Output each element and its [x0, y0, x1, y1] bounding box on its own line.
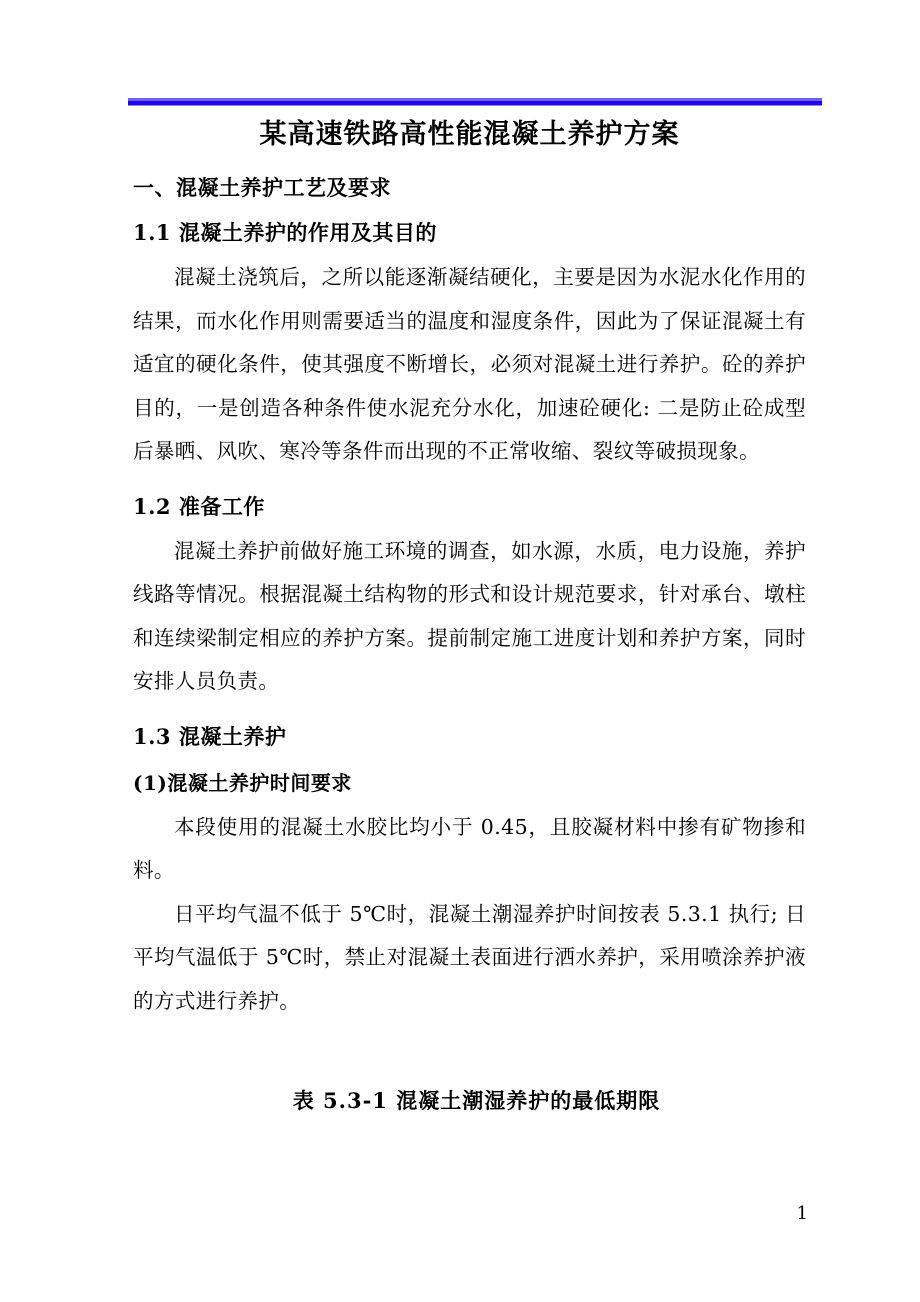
section-heading-1-1: 1.1 混凝土养护的作用及其目的 — [133, 220, 437, 245]
header-divider-rule — [128, 98, 822, 106]
paragraph-1-2-1: 混凝土养护前做好施工环境的调查，如水源，水质，电力设施，养护线路等情况。根据混凝土结构物的形式和设计规范要求，针对承台、墩柱和连续梁制定相应的养护方案。提前制定施工进度计划和养护方案，同时安排人员负责。 — [133, 538, 806, 693]
table-caption-gap — [133, 1023, 806, 1081]
table-caption-5-3-1: 表 5.3-1 混凝土潮湿养护的最低期限 — [292, 1088, 661, 1113]
paragraph-gap — [133, 474, 806, 484]
paragraph-1-3-1: 本段使用的混凝土水胶比均小于 0.45，且胶凝材料中掺有矿物掺和料。 — [133, 814, 806, 882]
page-number: 1 — [796, 1203, 808, 1224]
paragraph-1-3-2: 日平均气温不低于 5℃时，混凝土潮湿养护时间按表 5.3.1 执行; 日平均气温低于 5℃时，禁止对混凝土表面进行洒水养护，采用喷涂养护液的方式进行养护。 — [133, 901, 806, 1013]
section-heading-1-3: 1.3 混凝土养护 — [133, 723, 287, 749]
section-heading-1-2: 1.2 准备工作 — [133, 493, 265, 519]
list-item-heading-1: (1)混凝土养护时间要求 — [133, 770, 352, 795]
section-heading-1: 一、混凝土养护工艺及要求 — [133, 175, 391, 200]
page-title: 某高速铁路高性能混凝土养护方案 — [259, 119, 680, 150]
document-body — [133, 106, 806, 1121]
paragraph-gap — [133, 704, 806, 714]
paragraph-1-1-1: 混凝土浇筑后，之所以能逐渐凝结硬化，主要是因为水泥水化作用的结果，而水化作用则需要适当的温度和湿度条件，因此为了保证混凝土有适宜的硬化条件，使其强度不断增长，必须对混凝土进行养护。砼的养护目的，一是创造各种条件使水泥充分水化，加速砼硬化: 二是防止砼成型后暴晒、风吹、寒冷等条件而出现的不正常收缩、裂纹等破损现象。 — [133, 265, 806, 463]
